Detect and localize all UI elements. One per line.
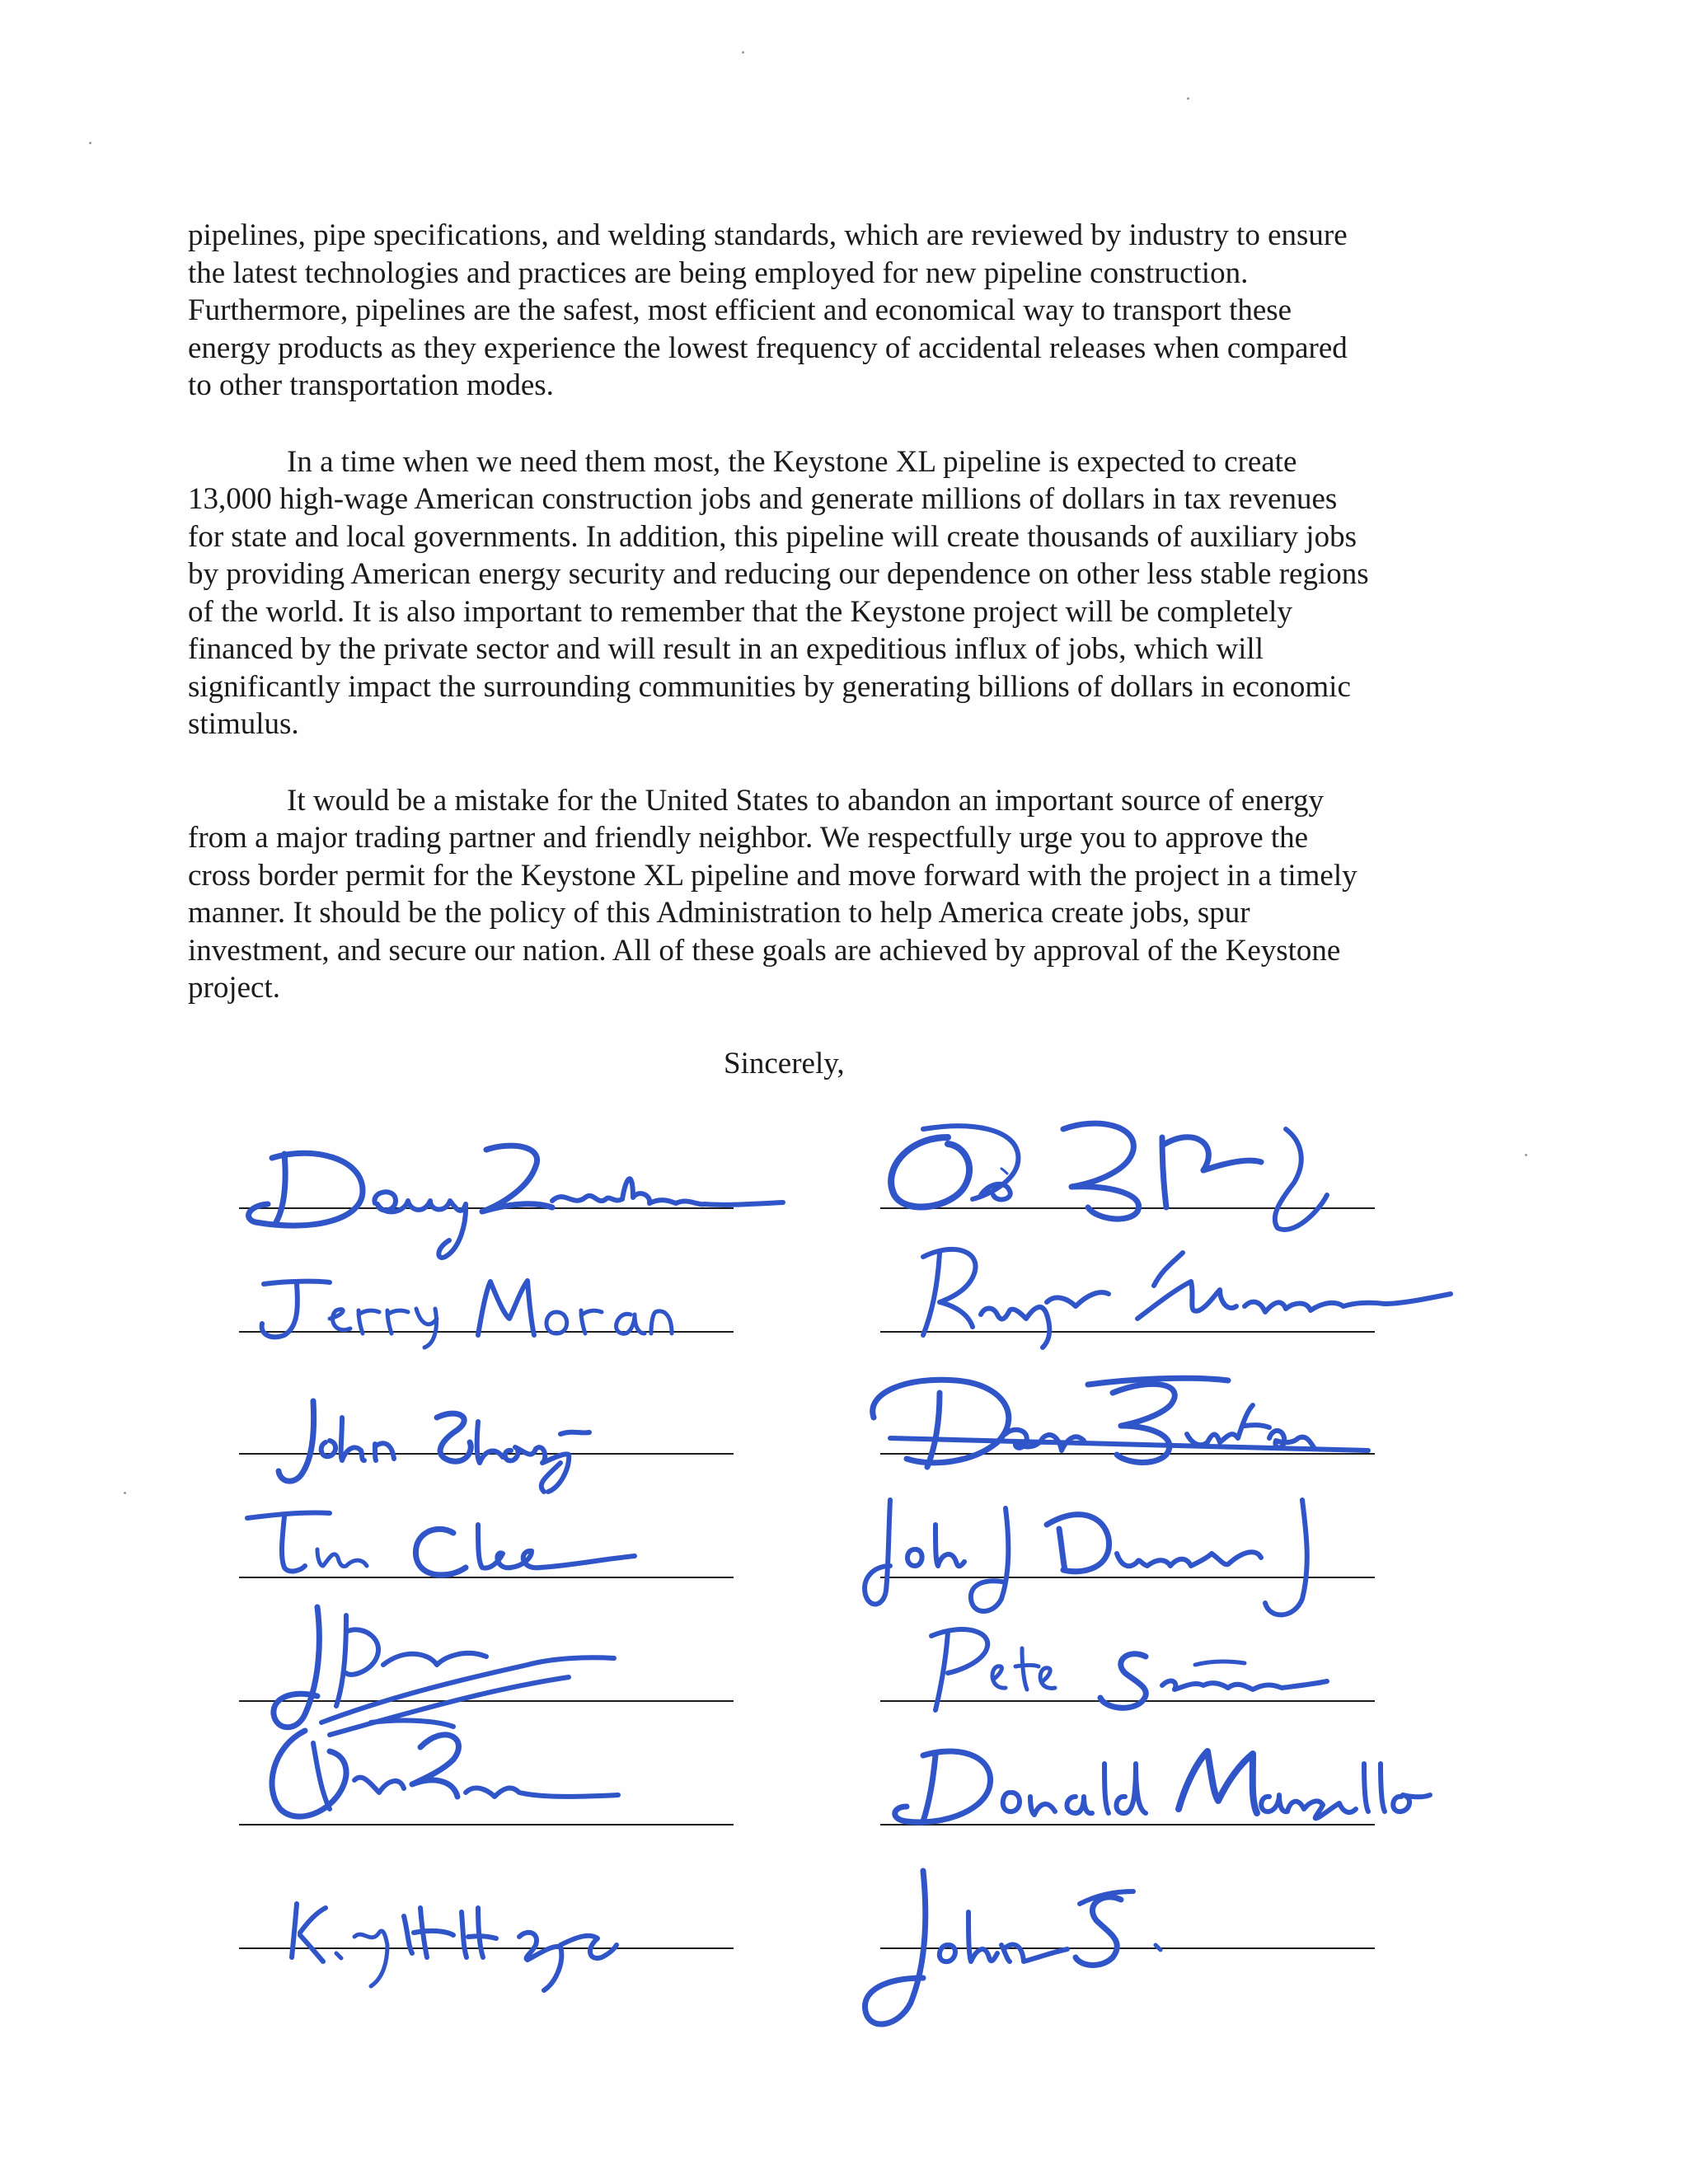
text-line: 13,000 high-wage American construction jobs and generate millions of dollars in tax revenues bbox=[188, 482, 1338, 516]
signature-jerry-moran bbox=[247, 1269, 692, 1352]
scan-speck bbox=[124, 1492, 126, 1494]
scan-speck bbox=[1187, 97, 1189, 100]
text-line: cross border permit for the Keystone XL pipeline and move forward with the project in a timely bbox=[188, 858, 1357, 893]
text-line: stimulus. bbox=[188, 707, 299, 741]
scan-speck bbox=[742, 51, 744, 54]
text-line: Furthermore, pipelines are the safest, most efficient and economical way to transport these bbox=[188, 293, 1292, 327]
scan-speck bbox=[1525, 1154, 1527, 1156]
signature-doug-lamborn bbox=[239, 1125, 816, 1265]
signature-right-1 bbox=[874, 1104, 1368, 1244]
text-line: pipelines, pipe specifications, and welding standards, which are reviewed by industry to ensure bbox=[188, 218, 1348, 252]
signature-donald-manzullo bbox=[874, 1731, 1451, 1854]
text-line: It would be a mistake for the United States to abandon an important source of energy bbox=[287, 783, 1324, 818]
text-line: the latest technologies and practices are being employed for new pipeline construction. bbox=[188, 255, 1249, 290]
text-line: from a major trading partner and friendly neighbor. We respectfully urge you to approve the bbox=[188, 821, 1309, 855]
text-line: investment, and secure our nation. All of these goals are achieved by approval of the Keystone bbox=[188, 933, 1341, 968]
text-line: of the world. It is also important to remember that the Keystone project will be completely bbox=[188, 594, 1292, 629]
text-line: manner. It should be the policy of this Administration to help America create jobs, spur bbox=[188, 896, 1250, 930]
text-line: project. bbox=[188, 971, 280, 1005]
signature-dan-boren bbox=[256, 1714, 643, 1830]
text-line: to other transportation modes. bbox=[188, 368, 554, 402]
paragraph-request bbox=[188, 782, 1490, 1007]
text-line: energy products as they experience the lowest frequency of accidental releases when compared bbox=[188, 330, 1348, 365]
signature-tom-cole bbox=[239, 1500, 668, 1591]
signature-john-duncan bbox=[841, 1483, 1418, 1632]
paragraph-pipeline-safety bbox=[188, 217, 1490, 405]
signature-randy-neugebauer bbox=[890, 1236, 1484, 1352]
text-line: In a time when we need them most, the Keystone XL pipeline is expected to create bbox=[287, 444, 1297, 479]
text-line: significantly impact the surrounding communities by generating billions of dollars in economic bbox=[188, 669, 1351, 704]
text-line: by providing American energy security and reducing our dependence on other less stable regions bbox=[188, 557, 1369, 591]
signature-pete-sessions bbox=[898, 1615, 1409, 1722]
signature-dan-burton bbox=[841, 1360, 1418, 1483]
signature-john-shimkus bbox=[849, 1854, 1311, 2044]
signature-left-7 bbox=[272, 1887, 701, 2003]
text-line: financed by the private sector and will result in an expeditious influx of jobs, which will bbox=[188, 632, 1264, 666]
scan-speck bbox=[89, 142, 91, 144]
text-line: for state and local governments. In addition, this pipeline will create thousands of auxiliary jobs bbox=[188, 519, 1357, 554]
letter-body bbox=[188, 217, 1490, 1046]
signature-john-shadegg bbox=[264, 1385, 643, 1500]
paragraph-jobs bbox=[188, 443, 1490, 743]
closing-salutation: Sincerely, bbox=[724, 1047, 845, 1080]
